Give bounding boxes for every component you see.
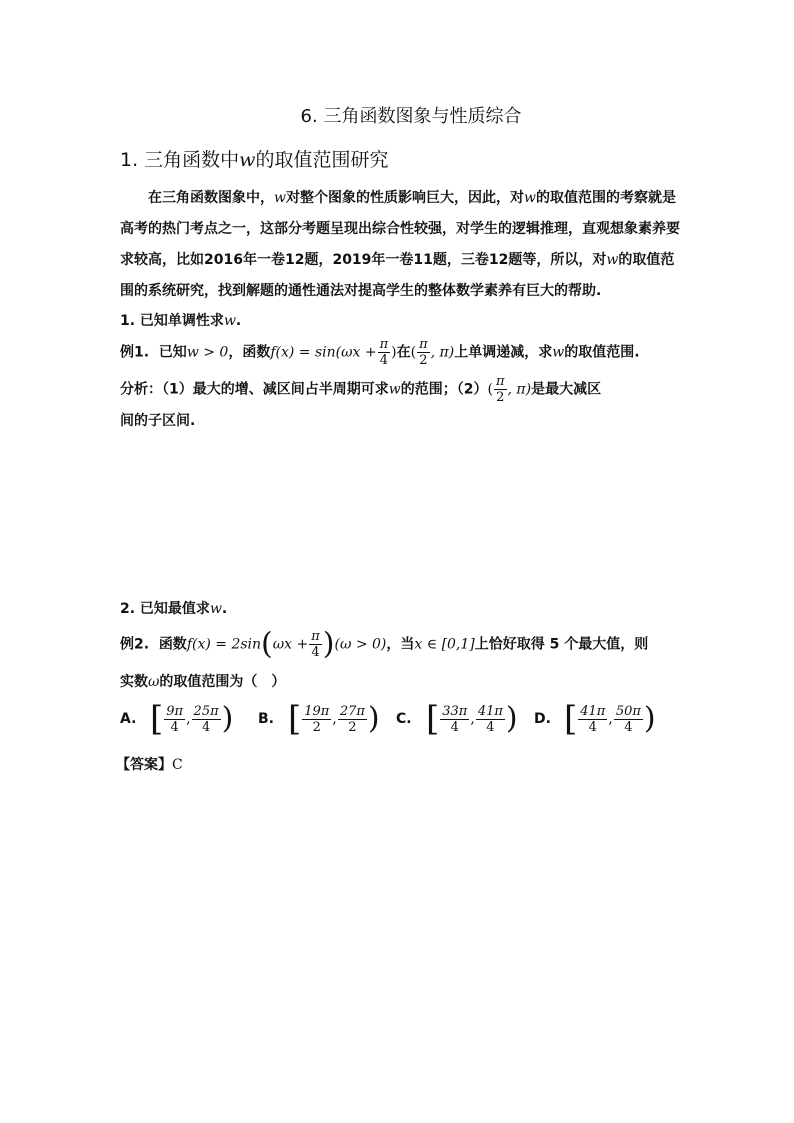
example-1-text-1: 已知 xyxy=(158,344,187,361)
analysis-interval-den: 2 xyxy=(496,390,505,405)
intro-paragraph xyxy=(120,183,680,307)
example-2-text-3: 上恰好取得 5 个最大值，则 xyxy=(474,636,649,653)
intro-text-3: 的取值范围的考察就是高考的热门考点之一，这部分考题呈现出综合性较强，对学生的逻辑推理，直观想象素养要求较高，比如2016年一卷12题，2019年一卷11题，三卷12题等，所以，对 xyxy=(120,190,680,268)
example-2-omega: ω xyxy=(148,674,160,690)
choice-b-right-paren: ) xyxy=(367,701,380,736)
example-2-text-1: 函数 xyxy=(158,636,187,653)
example-1-text-5: 的取值范围. xyxy=(564,344,640,361)
choice-a[interactable]: A. [ $\frac{9\pi}{4}$ , $\frac{25\pi}{4}$ ) xyxy=(120,699,234,739)
choice-a-num-1: 9π xyxy=(166,703,184,719)
choice-d[interactable]: D. [ $\frac{41\pi}{4}$ , $\frac{50\pi}{4}$ ) xyxy=(534,699,656,739)
choice-d-left-bracket: [ xyxy=(564,699,578,739)
example-1-fraction-den: 4 xyxy=(379,353,389,368)
example-1-interval-open: ( xyxy=(410,344,417,361)
analysis-interval-open: ( xyxy=(487,381,493,398)
page-title: 6. 三角函数图象与性质综合 xyxy=(300,106,522,127)
intro-var-2: w xyxy=(523,190,536,206)
analysis-text-2: 的范围；（2） xyxy=(400,381,488,398)
subsection-1-end: . xyxy=(235,313,242,329)
example-1-condition: w > 0 xyxy=(186,344,229,361)
example-2-label: 例2. xyxy=(120,636,150,653)
example-1-fraction xyxy=(378,337,391,368)
example-1-var: w xyxy=(552,344,565,361)
example-1-fraction-num: π xyxy=(379,337,389,352)
example-2-fraction xyxy=(309,629,322,660)
example-2-inner: ωx + xyxy=(272,636,309,653)
analysis-var: w xyxy=(388,381,401,398)
intro-var-1: w xyxy=(274,190,286,206)
example-1-text-4: 上单调递减，求 xyxy=(454,344,553,361)
choice-d-right-paren: ) xyxy=(643,701,656,736)
section-heading-var: w xyxy=(239,149,256,171)
intro-text-2: 对整个图象的性质影响巨大，因此，对 xyxy=(285,190,524,206)
choice-a-left-bracket: [ xyxy=(150,699,164,739)
example-2-condition: (ω > 0) xyxy=(334,636,387,653)
example-1-interval-num: π xyxy=(419,337,428,352)
choice-c-den-2: 4 xyxy=(486,719,495,735)
example-2-text-4: 实数 xyxy=(120,674,148,690)
example-2-left-paren: ( xyxy=(261,626,273,662)
example-1-function: f(x) = sin(ωx + xyxy=(270,344,377,361)
choice-c-left-bracket: [ xyxy=(426,699,440,739)
choice-b-den-1: 2 xyxy=(312,719,321,735)
choice-d-num-2: 50π xyxy=(615,703,641,719)
example-1-interval-den: 2 xyxy=(419,353,428,368)
analysis-text-1: 分析：（1）最大的增、减区间占半周期可求 xyxy=(120,381,389,398)
example-1 xyxy=(120,337,680,368)
analysis-interval-num: π xyxy=(495,374,505,389)
answer-label: 【答案】 xyxy=(116,757,172,773)
choice-b-num-2: 27π xyxy=(339,703,365,719)
analysis-text-3: 是最大减区 xyxy=(531,381,602,398)
choice-b-den-2: 2 xyxy=(348,719,357,735)
section-heading-suffix: 的取值范围研究 xyxy=(255,149,389,171)
subsection-2-var: w xyxy=(209,601,222,617)
choice-a-den-1: 4 xyxy=(170,719,179,735)
choice-b[interactable]: B. [ $\frac{19\pi}{2}$ , $\frac{27\pi}{2}$ ) xyxy=(258,699,380,739)
choices-row xyxy=(120,699,680,739)
example-2-fraction-den: 4 xyxy=(311,645,320,660)
choice-a-label: A. xyxy=(120,711,137,727)
choice-c-label: C. xyxy=(396,711,412,727)
subsection-2 xyxy=(120,597,680,621)
subsection-1-var: w xyxy=(223,313,236,329)
choice-c-num-1: 33π xyxy=(442,703,468,719)
choice-c-den-1: 4 xyxy=(450,719,459,735)
example-2-domain: x ∈ [0,1] xyxy=(414,636,475,653)
choice-d-num-1: 41π xyxy=(580,703,606,719)
example-1-close-paren: ) xyxy=(391,344,397,361)
choice-a-fraction-2 xyxy=(192,704,221,735)
subsection-1-text: 1. 已知单调性求 xyxy=(120,313,224,329)
choice-a-right-paren: ) xyxy=(221,701,234,736)
choice-d-label: D. xyxy=(534,711,551,727)
example-2-text-5: 的取值范围为（ ） xyxy=(159,674,286,690)
example-2-function: f(x) = 2sin xyxy=(186,636,262,653)
analysis-line-2: 间的子区间. xyxy=(120,413,196,429)
analysis-line-1 xyxy=(120,374,680,405)
choice-d-den-1: 4 xyxy=(588,719,597,735)
choice-b-fraction-1 xyxy=(302,704,331,735)
answer-value: C xyxy=(172,757,183,773)
document-body xyxy=(116,104,680,774)
section-heading xyxy=(120,147,680,173)
choice-d-fraction-1 xyxy=(578,704,607,735)
example-2-line-2 xyxy=(120,670,680,694)
choice-a-fraction-1 xyxy=(164,704,185,735)
example-2-line-1 xyxy=(120,626,680,662)
section-heading-prefix: 1. 三角函数中 xyxy=(120,149,240,171)
subsection-2-text: 2. 已知最值求 xyxy=(120,601,210,617)
intro-text-1: 在三角函数图象中， xyxy=(148,190,274,206)
choice-b-label: B. xyxy=(258,711,274,727)
example-1-interval-fraction xyxy=(417,337,430,368)
choice-c-num-2: 41π xyxy=(477,703,503,719)
choice-d-fraction-2 xyxy=(614,704,643,735)
example-1-interval-rest: , π) xyxy=(430,344,455,361)
example-2-text-2: ，当 xyxy=(386,636,415,653)
choice-b-num-1: 19π xyxy=(304,703,330,719)
choice-d-den-2: 4 xyxy=(624,719,633,735)
example-1-label: 例1. xyxy=(120,344,150,361)
choice-b-left-bracket: [ xyxy=(288,699,302,739)
choice-b-fraction-2 xyxy=(338,704,367,735)
analysis-interval-fraction xyxy=(494,374,507,405)
example-1-text-2: ，函数 xyxy=(228,344,271,361)
example-2-fraction-num: π xyxy=(311,629,320,644)
example-1-text-3: 在 xyxy=(396,344,411,361)
intro-var-3: w xyxy=(606,252,619,268)
choice-a-num-2: 25π xyxy=(193,703,219,719)
choice-c-fraction-1 xyxy=(440,704,469,735)
choice-c-right-paren: ) xyxy=(505,701,518,736)
choice-a-den-2: 4 xyxy=(201,719,211,735)
intro-text-4: 的取值范围的系统研究，找到解题的通性通法对提高学生的整体数学素养有巨大的帮助. xyxy=(120,252,675,299)
analysis-interval-rest: , π) xyxy=(507,381,532,398)
subsection-1 xyxy=(120,309,680,333)
subsection-2-end: . xyxy=(221,601,228,617)
answer-line xyxy=(116,754,680,774)
choice-c[interactable]: C. [ $\frac{33\pi}{4}$ , $\frac{41\pi}{4}$ ) xyxy=(396,699,518,739)
choice-c-fraction-2 xyxy=(476,704,505,735)
example-2-right-paren: ) xyxy=(322,626,335,662)
